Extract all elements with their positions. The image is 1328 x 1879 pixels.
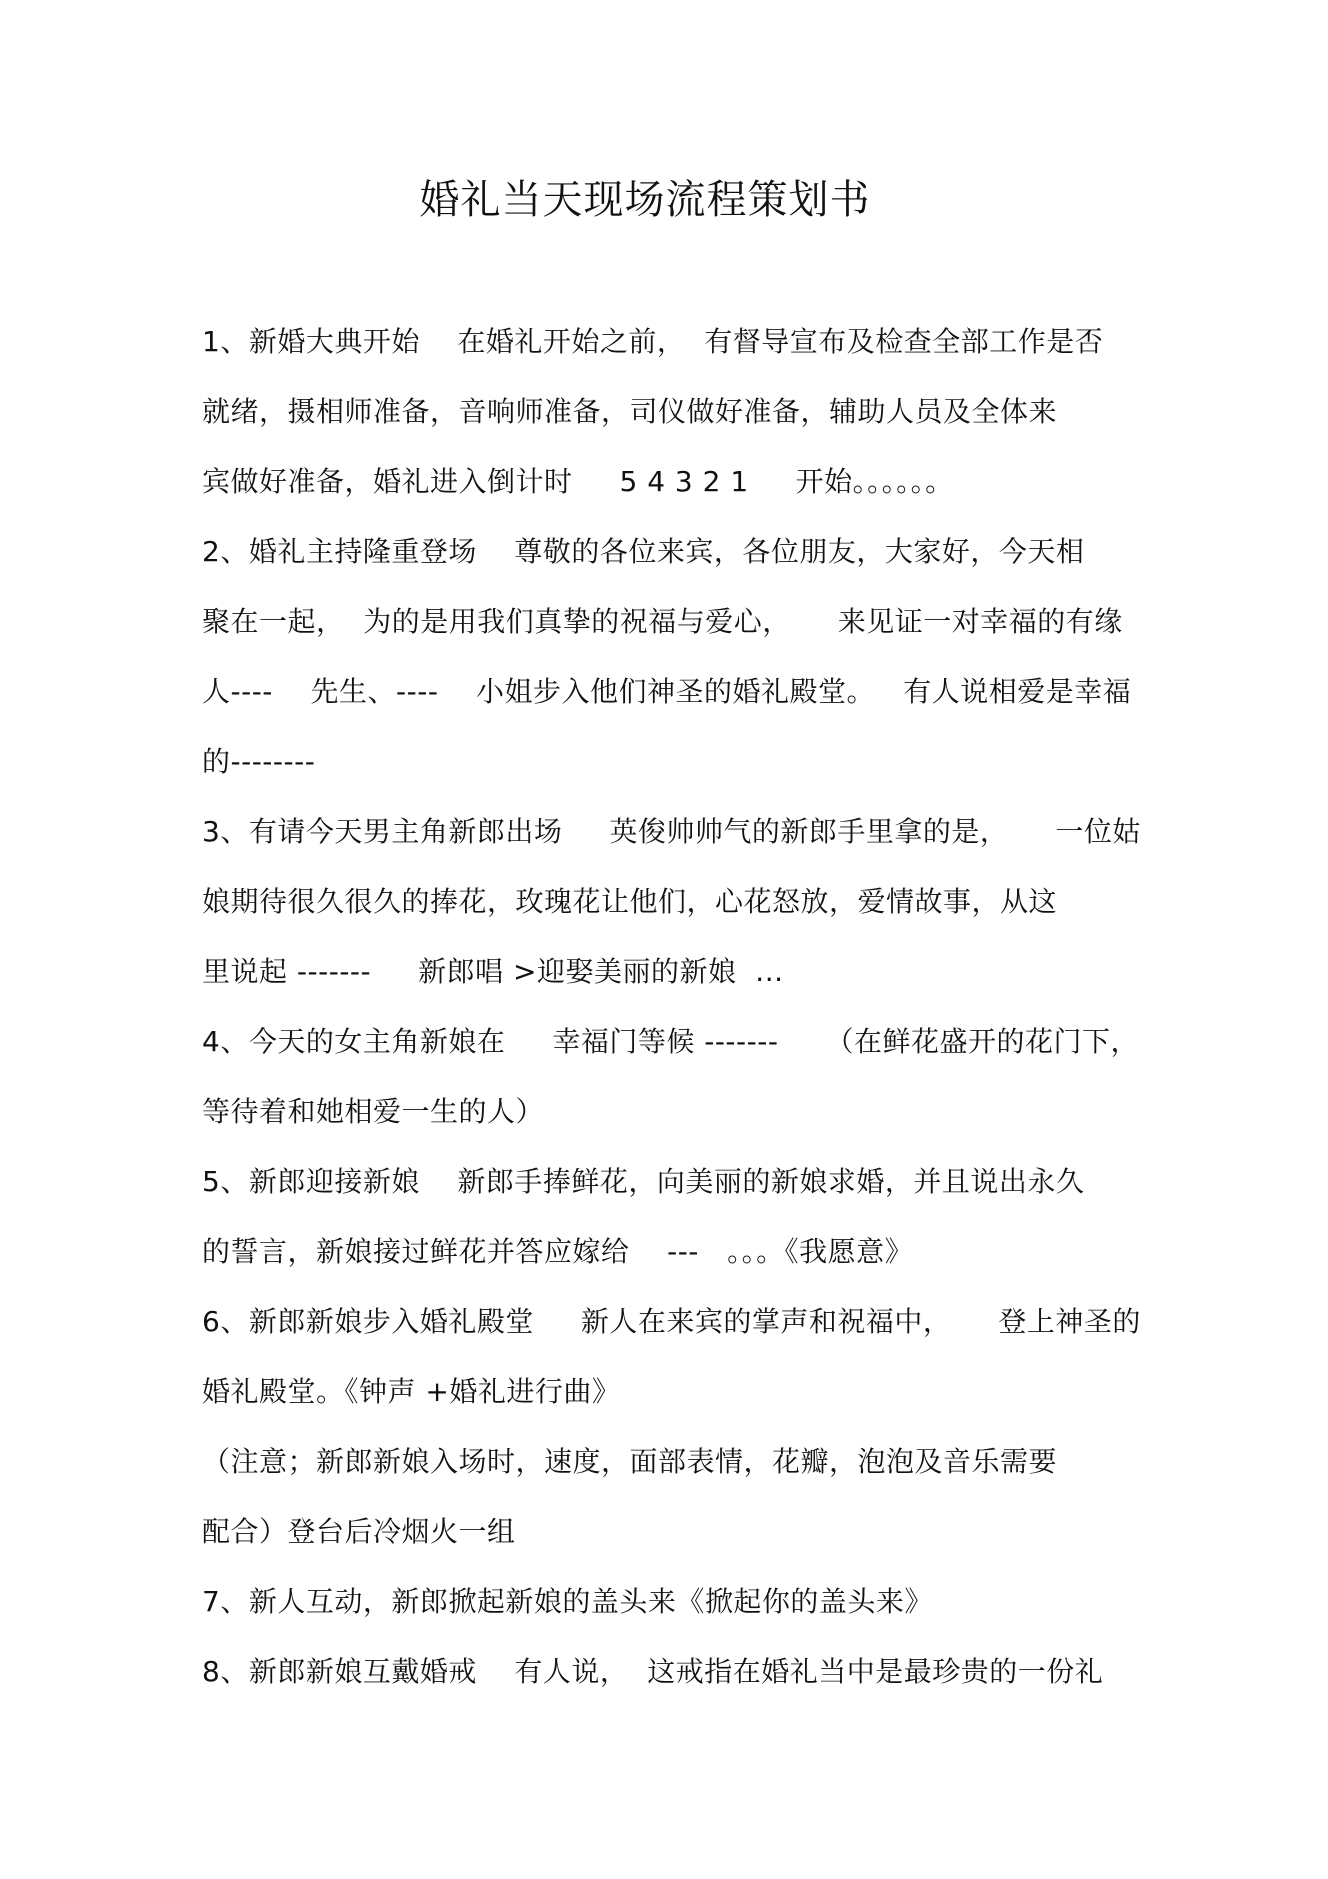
text-line: 人---- 先生、---- 小姐步入他们神圣的婚礼殿堂。 有人说相爱是幸福 <box>202 675 1132 708</box>
text-line: 的-------- <box>202 745 316 778</box>
text-line: 就绪，摄相师准备，音响师准备，司仪做好准备，辅助人员及全体来 <box>202 395 1058 428</box>
text-line: 里说起 ------- 新郎唱 >迎娶美丽的新娘 ... <box>202 955 784 988</box>
text-line: 8、新郎新娘互戴婚戒 有人说， 这戒指在婚礼当中是最珍贵的一份礼 <box>202 1655 1104 1688</box>
text-line: 聚在一起， 为的是用我们真挚的祝福与爱心， 来见证一对幸福的有缘 <box>202 605 1123 638</box>
text-line: 7、新人互动，新郎掀起新娘的盖头来《掀起你的盖头来》 <box>202 1585 933 1618</box>
text-line: 宾做好准备，婚礼进入倒计时 5 4 3 2 1 开始。。。。。。 <box>202 465 954 498</box>
text-line: 1、新婚大典开始 在婚礼开始之前， 有督导宣布及检查全部工作是否 <box>202 325 1104 358</box>
text-line: 配合）登台后冷烟火一组 <box>202 1515 516 1548</box>
text-line: 3、有请今天男主角新郎出场 英俊帅帅气的新郎手里拿的是， 一位姑 <box>202 815 1141 848</box>
text-line: 4、今天的女主角新娘在 幸福门等候 ------- （在鲜花盛开的花门下， <box>202 1025 1139 1058</box>
text-line: 的誓言，新娘接过鲜花并答应嫁给 --- 。。。《我愿意》 <box>202 1235 914 1268</box>
text-line: 婚礼殿堂。《钟声 +婚礼进行曲》 <box>202 1375 621 1408</box>
document-title: 婚礼当天现场流程策划书 <box>419 177 871 223</box>
text-line: 娘期待很久很久的捧花，玫瑰花让他们，心花怒放，爱情故事，从这 <box>202 885 1058 918</box>
text-line: 6、新郎新娘步入婚礼殿堂 新人在来宾的掌声和祝福中， 登上神圣的 <box>202 1305 1141 1338</box>
text-line: （注意；新郎新娘入场时，速度，面部表情，花瓣，泡泡及音乐需要 <box>202 1445 1058 1478</box>
text-line: 等待着和她相爱一生的人） <box>202 1095 545 1128</box>
text-line: 5、新郎迎接新娘 新郎手捧鲜花，向美丽的新娘求婚，并且说出永久 <box>202 1165 1085 1198</box>
text-line: 2、婚礼主持隆重登场 尊敬的各位来宾，各位朋友，大家好，今天相 <box>202 535 1085 568</box>
